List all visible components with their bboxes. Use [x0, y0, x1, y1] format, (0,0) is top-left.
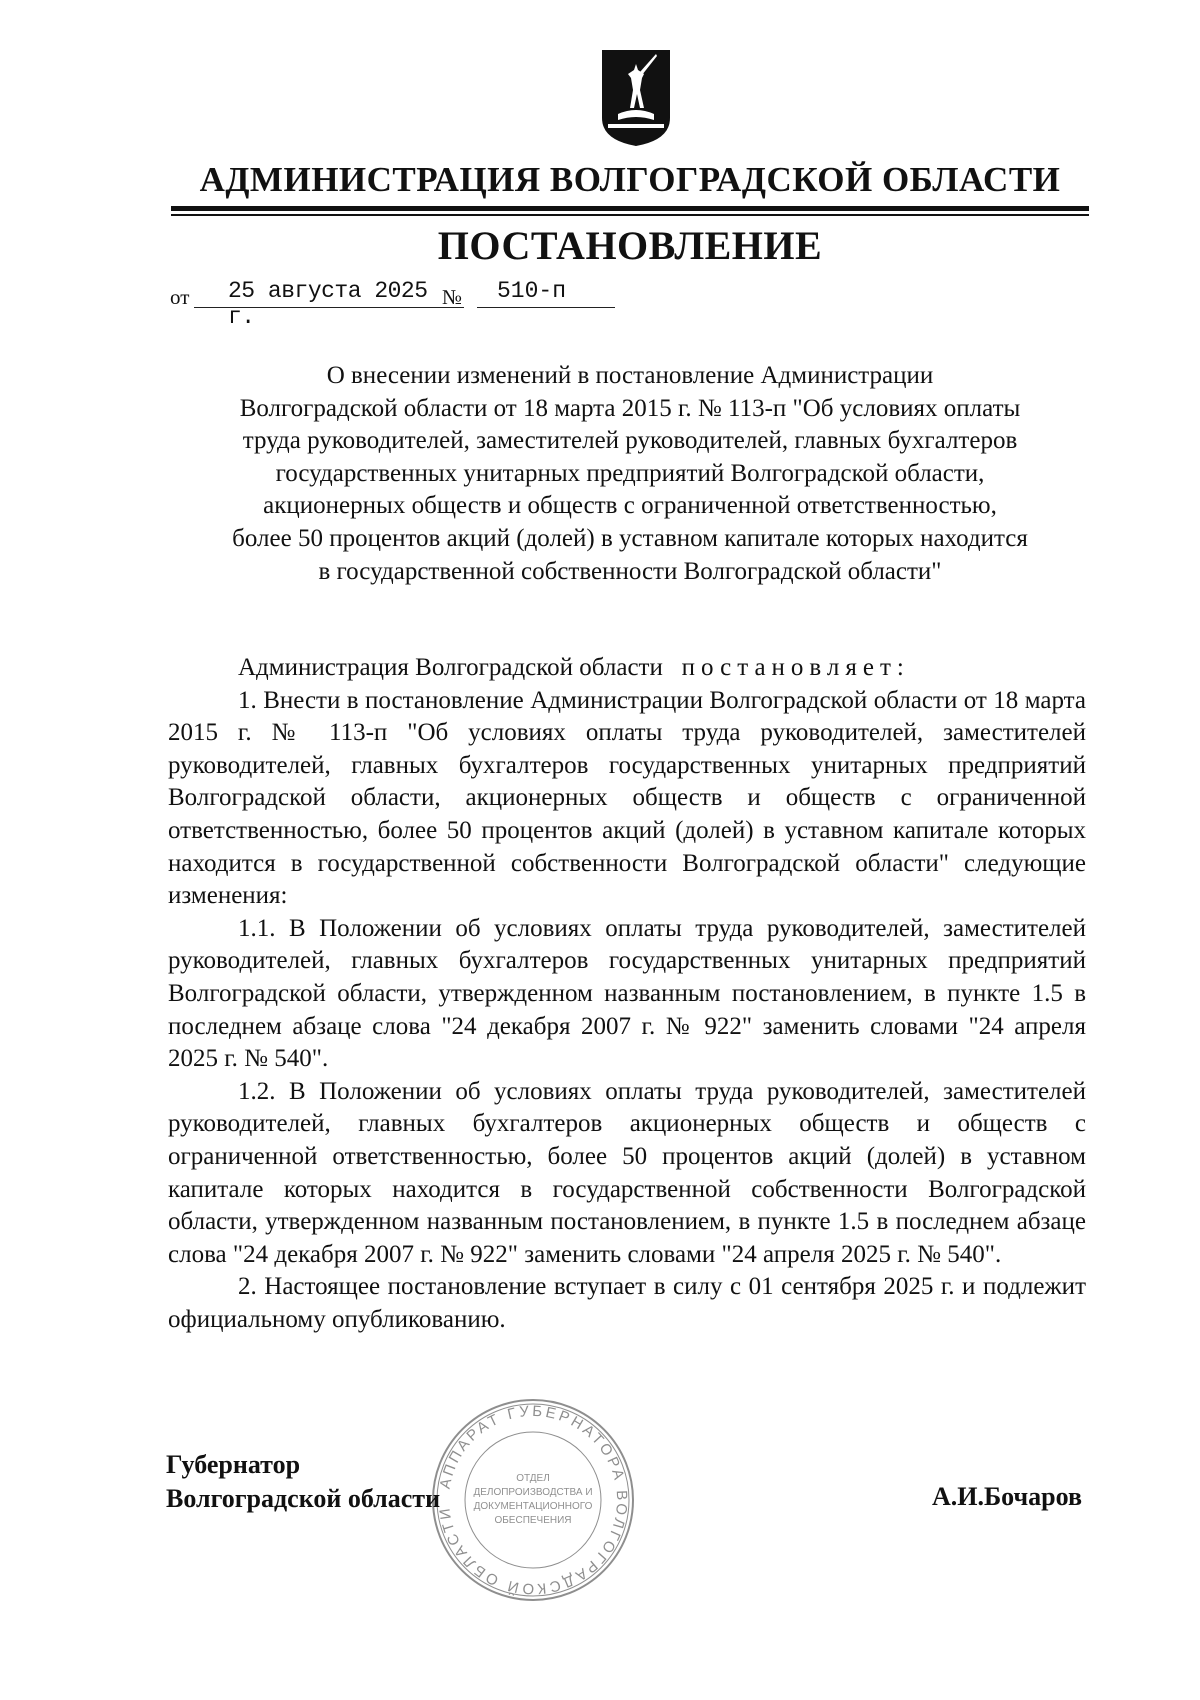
- coat-of-arms-emblem-icon: [600, 48, 672, 148]
- signer-title-line-2: Волгоградской области: [166, 1484, 441, 1513]
- preamble: [168, 652, 1086, 685]
- document-body: [168, 652, 1086, 1336]
- date-number-line: [170, 276, 630, 330]
- subject-line: Волгоградской области от 18 марта 2015 г. № 113-п "Об условиях оплаты: [239, 394, 1021, 422]
- subject-line: государственных унитарных предприятий Волгоградской области,: [275, 459, 985, 487]
- official-stamp-seal: [428, 1395, 638, 1605]
- stamp-inner-line: ОБЕСПЕЧЕНИЯ: [494, 1515, 572, 1526]
- date-prefix: от: [170, 285, 190, 309]
- date-value: 25 августа 2025 г.: [228, 278, 428, 330]
- subject-line: О внесении изменений в постановление Администрации: [326, 362, 934, 389]
- signer-title-line-1: Губернатор: [166, 1450, 301, 1479]
- date-field: [194, 276, 464, 330]
- preamble-subject: Администрация Волгоградской области: [238, 654, 663, 681]
- signer-name: А.И.Бочаров: [931, 1482, 1082, 1511]
- stamp-inner-line: ОТДЕЛ: [516, 1473, 550, 1484]
- number-field: [477, 276, 615, 308]
- stamp-outer-text: АППАРАТ ГУБЕРНАТОРА ВОЛГОГРАДСКОЙ ОБЛАСТИ: [436, 1402, 631, 1598]
- subject-line: акционерных обществ и обществ с ограниченной ответственностью,: [263, 492, 997, 520]
- paragraph-1-2: 1.2. В Положении об условиях оплаты труда руководителей, заместителей руководителей, главных бухгалтеров акционерных обществ и обществ с ограниченной ответственностью, более 50 процентов акций (долей) в уставном капитале которых находится в государственной собственности Волгоградской области, утвержденном названным постановлением, в пункте 1.5 в последнем абзаце слова "24 декабря 2007 г. № 922" заменить словами "24 апреля 2025 г. № 540".: [168, 1077, 1086, 1268]
- paragraph-1: 1. Внести в постановление Администрации Волгоградской области от 18 марта 2015 г. № 113-п "Об условиях оплаты труда руководителей, заместителей руководителей, главных бухгалтеров государственных унитарных предприятий Волгоградской области, акционерных обществ и обществ с ограниченной ответственностью, более 50 процентов акций (долей) в уставном капитале которых находится в государственной собственности Волгоградской области" следующие изменения:: [168, 686, 1086, 910]
- organization-title: АДМИНИСТРАЦИЯ ВОЛГОГРАДСКОЙ ОБЛАСТИ: [199, 160, 1061, 199]
- number-value: 510-п: [497, 278, 567, 304]
- paragraph-1-1: 1.1. В Положении об условиях оплаты труда руководителей, заместителей руководителей, главных бухгалтеров государственных унитарных предприятий Волгоградской области, утвержденном названным постановлением, в пункте 1.5 в последнем абзаце слова "24 декабря 2007 г. № 922" заменить словами "24 апреля 2025 г. № 540".: [168, 914, 1086, 1073]
- number-sign: №: [442, 285, 463, 309]
- stamp-inner-line: ДЕЛОПРОИЗВОДСТВА И: [473, 1487, 593, 1498]
- subject-line: в государственной собственности Волгоградской области": [318, 557, 942, 585]
- paragraph-2: 2. Настоящее постановление вступает в силу с 01 сентября 2025 г. и подлежит официальному опубликованию.: [168, 1273, 1086, 1333]
- document-type-title: ПОСТАНОВЛЕНИЕ: [437, 223, 823, 268]
- preamble-verb: постановляет:: [681, 654, 910, 681]
- stamp-inner-line: ДОКУМЕНТАЦИОННОГО: [473, 1501, 593, 1512]
- subject-line: труда руководителей, заместителей руководителей, главных бухгалтеров: [242, 427, 1018, 455]
- document-subject: [150, 360, 1110, 588]
- subject-line: более 50 процентов акций (долей) в уставном капитале которых находится: [232, 524, 1028, 552]
- header-rule-thick: [171, 206, 1089, 211]
- signature-block: [166, 1448, 440, 1516]
- header-rule-thin: [171, 214, 1089, 216]
